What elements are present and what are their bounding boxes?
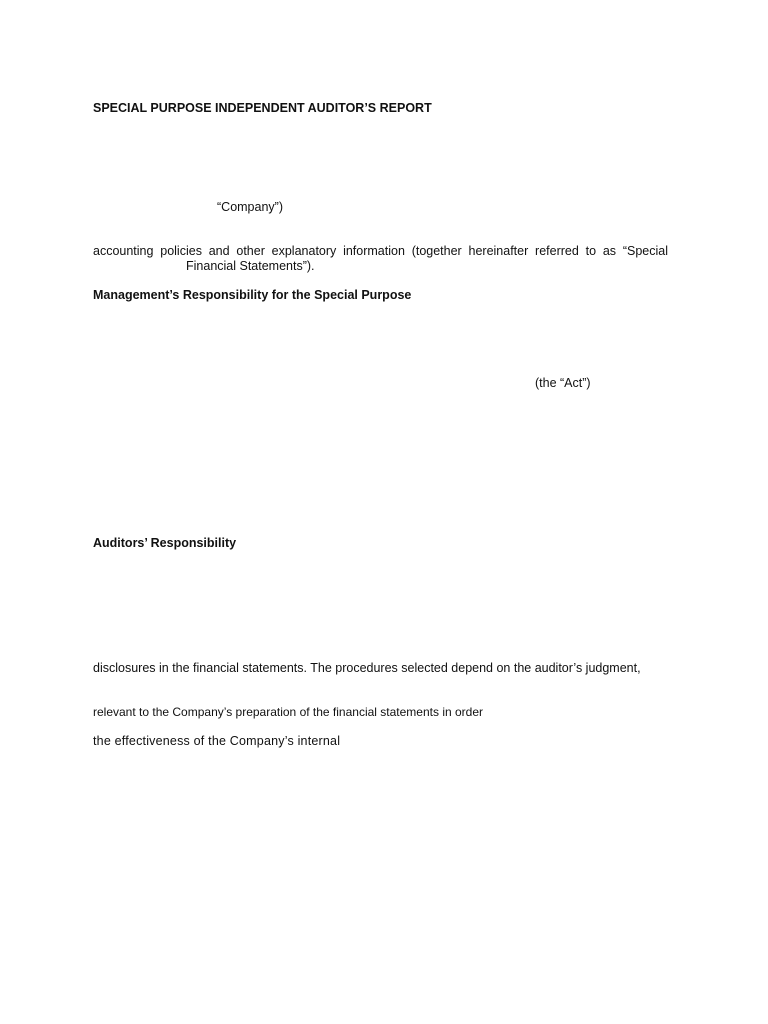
intro-paragraph-line-2: Financial Statements”).	[186, 259, 315, 273]
relevant-line: relevant to the Company’s preparation of the financial statements in order	[93, 705, 483, 719]
management-responsibility-heading: Management’s Responsibility for the Special Purpose	[93, 288, 412, 302]
company-reference: “Company”)	[217, 200, 283, 214]
effectiveness-line: the effectiveness of the Company’s internal	[93, 734, 341, 748]
intro-paragraph-line-1: accounting policies and other explanatory information (together hereinafter referred to as “Special	[93, 244, 668, 258]
auditors-responsibility-heading: Auditors’ Responsibility	[93, 536, 237, 550]
report-title: SPECIAL PURPOSE INDEPENDENT AUDITOR’S REPORT	[93, 101, 432, 115]
act-reference: (the “Act”)	[535, 376, 591, 390]
disclosures-line: disclosures in the financial statements. The procedures selected depend on the auditor’s judgment,	[93, 661, 641, 675]
